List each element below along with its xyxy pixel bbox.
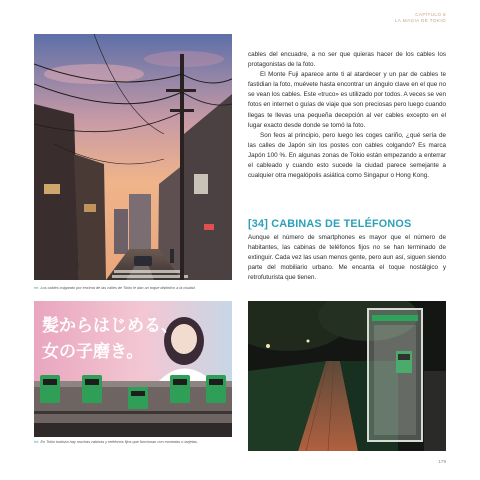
caption-text: En Tokio todavía hay muchas cabinas y teléfonos fijos que funcionan con monedas o tarjetas.	[40, 440, 198, 444]
street-photo-caption	[34, 286, 196, 290]
payphones-illustration	[34, 301, 232, 437]
caption-marker: <<	[34, 286, 39, 290]
ad-text-line1: 髪からはじめる、	[42, 316, 178, 336]
ad-text-line2: 女の子磨き。	[42, 342, 144, 362]
chapter-title: LA MAGIA DE TOKIO	[394, 18, 446, 23]
phone-booth-night-photo	[248, 301, 446, 451]
section-body	[248, 233, 446, 283]
body-column	[248, 50, 446, 181]
body-paragraph-2: El Monte Fuji aparece ante ti al atardecer y un par de cables te fastidian la foto, muévete hasta encontrar un ángulo clave en el que no se vean los cables. Este «truco» es utilizado por todos. A veces se ven fotos en internet o guías de viaje que son preciosas pero luego cuando llegas te llevas una pequeña decepción al ver cables excepto en el lugar exacto desde donde se tomó la foto.	[248, 71, 446, 129]
body-paragraph-1: cables del encuadre, a no ser que quieras hacer de los cables los protagonistas de la foto.	[248, 51, 446, 69]
chapter-label: CAPÍTULO 8	[415, 12, 446, 17]
body-paragraph-3: Son feos al principio, pero luego les coges cariño, ¿qué sería de las calles de Japón sin los postes con cables colgando? Es marca Japón 100 %. En algunas zonas de Tokio están empezando a enterrar el cableado y cuando esto sucede la ciudad parece semejante a cualquier otra megalópolis asiática como Singapur o Hong Kong.	[248, 131, 446, 180]
body-paragraph-4: Aunque el número de smartphones es mayor que el número de habitantes, las cabinas de teléfonos fijos no se han terminado de extinguir. Cada vez las usan menos gente, pero aun así, siguen siendo parte del mobiliario urbano. Me encanta el toque nostálgico y retrofuturista que tienen.	[248, 234, 446, 282]
caption-marker: <<	[34, 440, 39, 444]
tokyo-street-cables-photo	[34, 34, 232, 280]
phone-booth-illustration	[248, 301, 446, 451]
street-scene-illustration	[34, 34, 232, 280]
running-header	[395, 12, 446, 24]
tokyo-payphones-photo	[34, 301, 232, 437]
caption-text: Los cables colgando por encima de las calles de Tokio le dan un toque distintivo a la ciudad.	[40, 286, 196, 290]
payphones-photo-caption	[34, 440, 198, 444]
section-heading: [34] CABINAS DE TELÉFONOS	[248, 218, 412, 230]
page-number: 179	[438, 459, 446, 464]
